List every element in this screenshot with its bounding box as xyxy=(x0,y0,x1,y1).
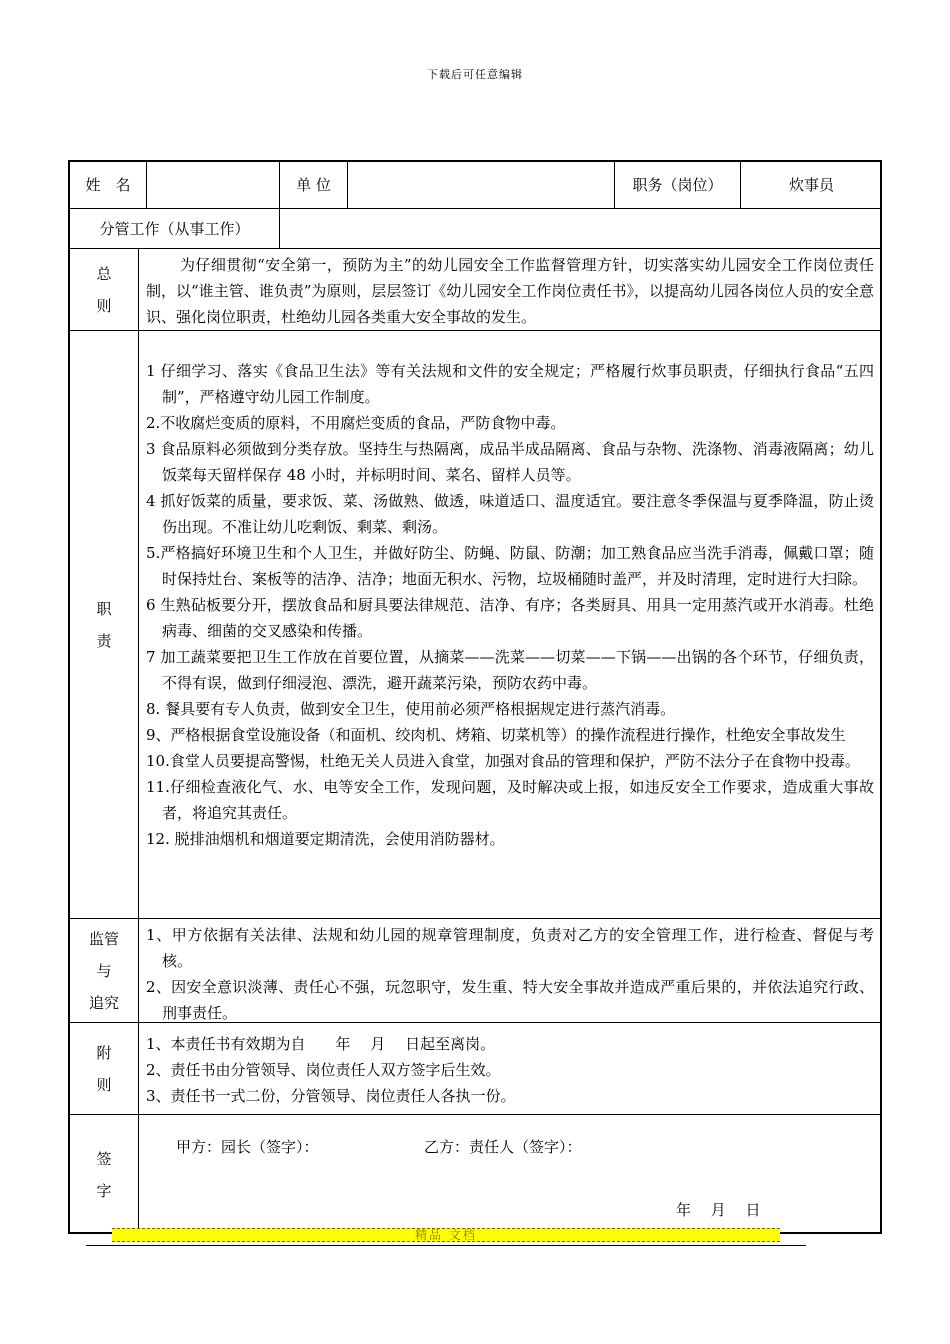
bottom-rule xyxy=(86,1245,806,1246)
general-section-label xyxy=(70,249,138,330)
responsibility-form xyxy=(68,160,882,1234)
supervision-item: 1、甲方依据有关法律、法规和幼儿园的规章管理制度，负责对乙方的安全管理工作，进行检查、督促与考核。 xyxy=(146,926,874,970)
duty-item: 6 生熟砧板要分开，摆放食品和厨具要法律规范、洁净、有序；各类厨具、用具一定用蒸汽或开水消毒。杜绝病毒、细菌的交叉感染和传播。 xyxy=(146,596,874,640)
duty-item: 1 仔细学习、落实《食品卫生法》等有关法规和文件的安全规定；严格履行炊事员职责，仔细执行食品“五四制”，严格遵守幼儿园工作制度。 xyxy=(146,362,874,406)
row-divider xyxy=(70,330,880,331)
unit-label: 单 位 xyxy=(296,176,331,194)
appendix-item: 2、责任书由分管领导、岗位责任人双方签字后生效。 xyxy=(146,1061,501,1079)
label-char: 监管 xyxy=(88,929,119,948)
duty-item: 4 抓好饭菜的质量，要求饭、菜、汤做熟、做透，味道适口、温度适宜。要注意冬季保温与夏季降温，防止烫伤出现。不准让幼儿吃剩饭、剩菜、剩汤。 xyxy=(146,492,874,536)
work-label: 分管工作（从事工作） xyxy=(99,219,250,238)
label-char: 职 xyxy=(96,599,112,618)
header-note: 下载后可任意编辑 xyxy=(427,68,523,81)
name-field[interactable] xyxy=(147,162,279,208)
row-divider xyxy=(70,918,880,919)
appendix-list xyxy=(146,1031,874,1109)
duty-item: 3 食品原料必须做到分类存放。坚持生与热隔离，成品半成品隔离、食品与杂物、洗涤物、消毒液隔离；幼儿饭菜每天留样保存 48 小时，并标明时间、菜名、留样人员等。 xyxy=(146,440,874,484)
duty-item: 2.不收腐烂变质的原料，不用腐烂变质的食品，严防食物中毒。 xyxy=(146,414,566,432)
duty-item: 11.仔细检查液化气、水、电等安全工作，发现问题，及时解决或上报，如违反安全工作要求，造成重大事故者，将追究其责任。 xyxy=(146,778,874,822)
duty-item: 5.严格搞好环境卫生和个人卫生，并做好防尘、防蝇、防鼠、防潮；加工熟食品应当洗手消毒，佩戴口罩；随时保持灶台、案板等的洁净、洁净；地面无积水、污物，垃圾桶随时盖严，并及时清理，定时进行大扫除。 xyxy=(146,544,874,588)
row-divider xyxy=(70,1114,880,1115)
work-field[interactable] xyxy=(280,209,882,248)
party-b-signature[interactable]: 乙方：责任人（签字）： xyxy=(424,1138,582,1156)
footer-text: 精品 文档 xyxy=(415,1228,477,1242)
duty-item: 9、严格根据食堂设施设备（和面机、绞肉机、烤箱、切菜机等）的操作流程进行操作，杜绝安全事故发生 xyxy=(146,726,846,744)
appendix-item: 3、责任书一式二份，分管领导、岗位责任人各执一份。 xyxy=(146,1087,516,1105)
duty-item: 7 加工蔬菜要把卫生工作放在首要位置，从摘菜——洗菜——切菜——下锅——出锅的各个环节，仔细负责，不得有误，做到仔细浸泡、漂洗，避开蔬菜污染，预防农药中毒。 xyxy=(146,648,874,692)
supervision-list xyxy=(146,922,874,1026)
signature-date[interactable]: 年 月 日 xyxy=(676,1201,761,1219)
duties-section-label xyxy=(70,331,138,918)
party-a-signature[interactable]: 甲方：园长（签字）： xyxy=(176,1138,319,1156)
name-label: 姓 名 xyxy=(85,176,131,194)
duties-list xyxy=(146,358,874,852)
unit-field[interactable] xyxy=(348,162,614,208)
label-char: 总 xyxy=(96,264,112,283)
duty-item: 10.食堂人员要提高警惕，杜绝无关人员进入食堂，加强对食品的管理和保护，严防不法分子在食物中投毒。 xyxy=(146,752,860,770)
row-divider xyxy=(70,248,880,249)
signature-section-label xyxy=(70,1115,138,1234)
label-char: 字 xyxy=(96,1181,112,1200)
label-char: 签 xyxy=(96,1149,112,1168)
position-value: 炊事员 xyxy=(788,176,834,194)
supervision-section-label xyxy=(70,919,138,1022)
appendix-item: 1、本责任书有效期为自 年 月 日起至离岗。 xyxy=(146,1035,496,1053)
label-char: 则 xyxy=(96,1075,112,1094)
label-char: 则 xyxy=(96,296,112,315)
appendix-section-label xyxy=(70,1023,138,1114)
label-char: 附 xyxy=(96,1043,112,1062)
supervision-item: 2、因安全意识淡薄、责任心不强，玩忽职守，发生重、特大安全事故并造成严重后果的，并依法追究行政、刑事责任。 xyxy=(146,978,874,1022)
label-char: 追究 xyxy=(88,993,119,1012)
position-label: 职务（岗位） xyxy=(632,176,723,194)
duty-item: 12. 脱排油烟机和烟道要定期清洗，会使用消防器材。 xyxy=(146,830,505,848)
duty-item: 8. 餐具要有专人负责，做到安全卫生，使用前必须严格根据规定进行蒸汽消毒。 xyxy=(146,700,676,718)
col-divider xyxy=(138,248,139,1234)
label-char: 与 xyxy=(96,961,112,980)
label-char: 责 xyxy=(96,631,112,650)
general-text: 为仔细贯彻“安全第一，预防为主”的幼儿园安全工作监督管理方针，切实落实幼儿园安全工作岗位责任制，以“谁主管、谁负责”为原则，层层签订《幼儿园安全工作岗位责任书》，以提高幼儿园各岗位人员的安全意识、强化岗位职责，杜绝幼儿园各类重大安全事故的发生。 xyxy=(146,256,874,326)
